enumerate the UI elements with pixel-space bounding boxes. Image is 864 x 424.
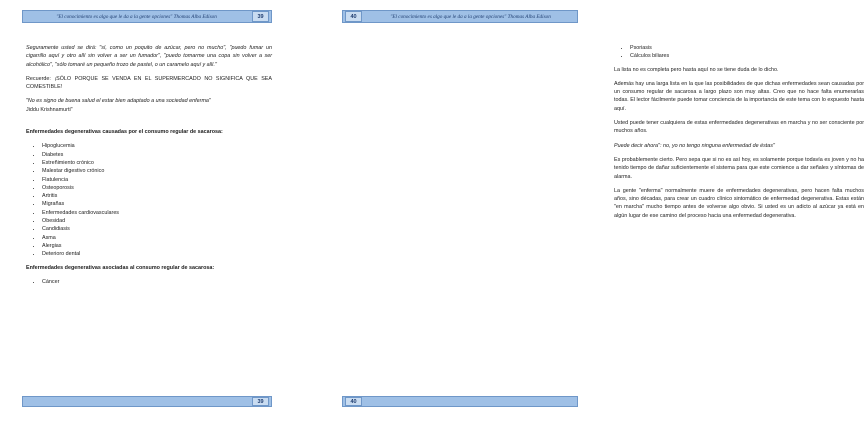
right-paragraph-1: La lista no es completa pero hasta aquí no se tiene duda de lo dicho. [614, 66, 779, 73]
list-item: • Obesidad [42, 217, 272, 225]
left-header-bar [22, 10, 272, 23]
left-quote: "No es signo de buena salud el estar bien adaptado a una sociedad enferma" [26, 98, 211, 105]
left-header-title: "El conocimiento es algo que le da a la gente opciones" Thomas Alba Edison [56, 13, 217, 20]
list-item: • Asma [42, 234, 272, 242]
list-item: • Candidiasis [42, 225, 272, 233]
continued-disease-list [614, 44, 864, 61]
list-item: • Estreñimiento crónico [42, 159, 272, 167]
right-header-page-number: 40 [345, 11, 362, 22]
left-footer-bar [22, 396, 272, 407]
left-heading-associated: Enfermedades degenerativas asociadas al consumo regular de sacarosa: [26, 264, 215, 271]
list-item: • Hipoglucemia [42, 142, 272, 150]
associated-list [26, 278, 272, 286]
left-footer-page-number: 39 [252, 397, 269, 406]
right-header-bar [342, 10, 578, 23]
left-heading-caused: Enfermedades degenerativas causadas por el consumo regular de sacarosa: [26, 129, 223, 136]
right-paragraph-2: Además hay una larga lista en la que las posibilidades de que dichas enfermedades sean causadas por un consumo regular de sacarosa a largo plazo son muy altas. Creo que no hace falta enumerarlas todas. El lector fácilmente puede tomar conciencia de la importancia de este tema con lo expuesto hasta aquí. [614, 80, 864, 112]
list-item: • Psoriasis [630, 44, 864, 52]
left-paragraph-1: Seguramente usted se dirá: "sí, como un poquito de azúcar, pero no mucho", "puedo fumar un cigarrillo aquí y otro allí sin volver a ser un fumador", "puedo tomarme una copa sin volver a ser alcohólico", "sólo tomaré un pequeño trozo de pastel, o un caramelo aquí y allí." [26, 45, 272, 68]
list-item: • Artritis [42, 192, 272, 200]
left-quote-author: Jiddu Krishnamurti" [26, 106, 73, 113]
list-item: • Deterioro dental [42, 250, 272, 258]
left-paragraph-2: Recuerde: ¡SÓLO PORQUE SE VENDA EN EL SUPERMERCADO NO SIGNIFICA QUE SEA COMESTIBLE! [26, 75, 272, 91]
right-paragraph-5: Es probablemente cierto. Pero sepa que si no es así hoy, es solamente porque todavía es joven y no ha tenido tiempo de dañar suficientemente el sistema para que este comience a dar señales y síntomas de alarma. [614, 156, 864, 180]
list-item: • Malestar digestivo crónico [42, 167, 272, 175]
right-paragraph-3: Usted puede tener cualquiera de estas enfermedades degenerativas en marcha y no ser consciente por muchos años. [614, 120, 864, 135]
list-item: • Enfermedades cardiovasculares [42, 209, 272, 217]
right-paragraph-6: La gente "enferma" normalmente muere de enfermedades degenerativas, pero hacen falta muchos años, sino décadas, para crear un cuadro clínico sintomático de enfermedad degenerativa. Estas están "en marcha" mucho tiempo antes de volverse algo obvio. Si usted es un adicto al azúcar ya está en algún lugar de ese camino del proceso hacia una enfermedad degenerativa. [614, 187, 864, 219]
left-spacer [26, 120, 272, 128]
right-footer-page-number: 40 [345, 397, 362, 406]
list-item: • Cáncer [42, 278, 272, 286]
right-page-content [614, 44, 864, 226]
list-item: • Flatulencia [42, 176, 272, 184]
right-paragraph-4: Puede decir ahora": no, yo no tengo ninguna enfermedad de éstas" [614, 142, 775, 149]
right-header-title: "El conocimiento es algo que le da a la gente opciones" Thomas Alba Edison [390, 13, 551, 20]
right-footer-bar [342, 396, 578, 407]
list-item: • Alergias [42, 242, 272, 250]
left-page [0, 0, 300, 424]
left-header-page-number: 39 [252, 11, 269, 22]
list-item: • Diabetes [42, 151, 272, 159]
list-item: • Migrañas [42, 200, 272, 208]
list-item: • Osteoporosis [42, 184, 272, 192]
list-item: • Cálculos biliares [630, 52, 864, 60]
left-page-content [26, 44, 272, 291]
right-page [300, 0, 864, 424]
disease-list [26, 142, 272, 258]
